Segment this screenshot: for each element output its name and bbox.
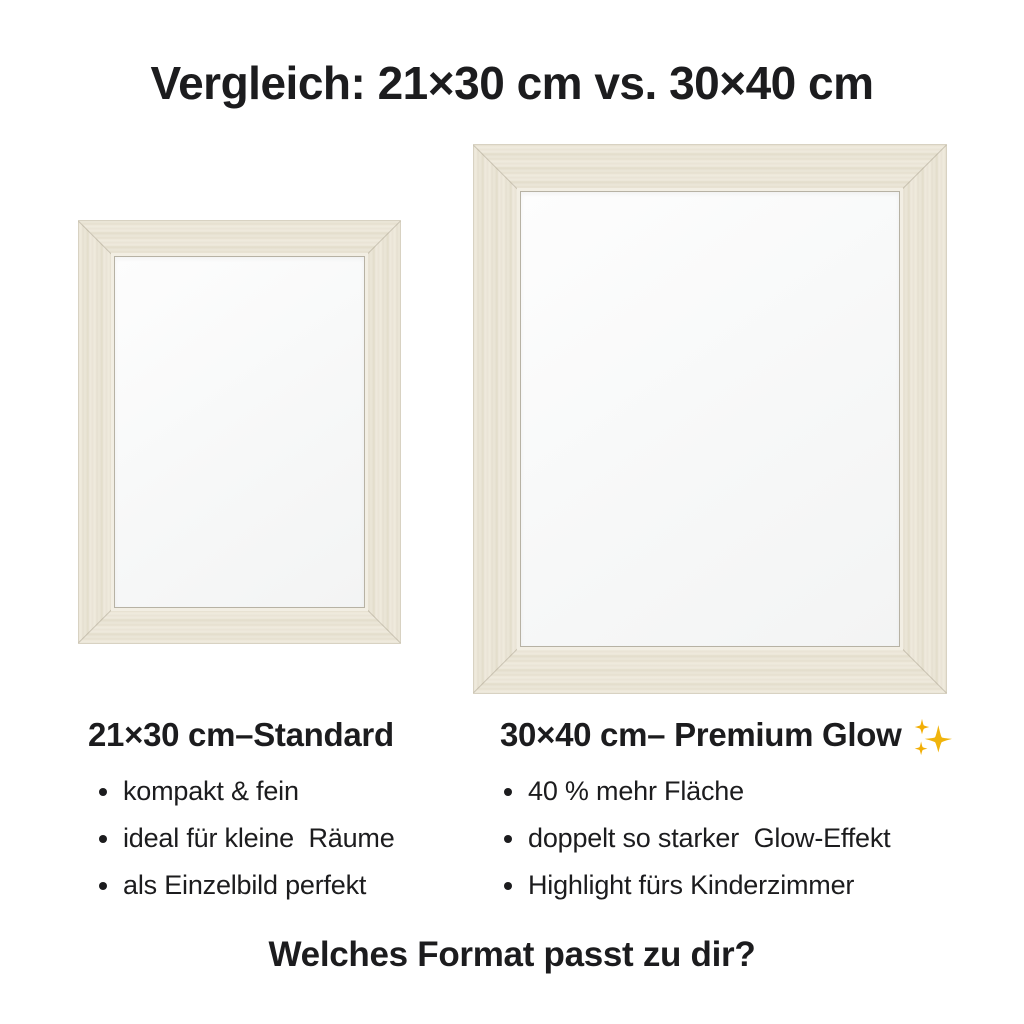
frame-rail-bottom <box>79 608 400 643</box>
list-item: doppelt so starker Glow-Effekt <box>503 815 980 862</box>
frame-rail-bottom <box>474 647 946 693</box>
column-heading-premium <box>500 714 980 756</box>
list-item: ideal für kleine Räume <box>98 815 468 862</box>
list-item: als Einzelbild perfekt <box>98 862 468 909</box>
frame-glass-21x30 <box>114 256 365 608</box>
frame-rail-right <box>900 145 946 693</box>
frame-rail-top <box>79 221 400 256</box>
heading-text: 30×40 cm– Premium Glow <box>500 716 902 753</box>
list-item: 40 % mehr Fläche <box>503 768 980 815</box>
picture-frame-21x30 <box>79 221 400 643</box>
heading-text: 21×30 cm–Standard <box>88 716 394 753</box>
footer-question: Welches Format passt zu dir? <box>268 935 756 974</box>
frame-rail-left <box>474 145 520 693</box>
list-item: Highlight fürs Kinderzimmer <box>503 862 980 909</box>
column-premium-30x40 <box>500 714 980 909</box>
sparkles-icon <box>912 717 952 757</box>
feature-list-premium <box>503 768 980 909</box>
column-heading-standard <box>88 714 468 756</box>
frame-glass-30x40 <box>520 191 900 647</box>
feature-list-standard <box>98 768 468 909</box>
frame-rail-right <box>365 221 400 643</box>
page-title: Vergleich: 21×30 cm vs. 30×40 cm <box>150 57 874 109</box>
list-item: kompakt & fein <box>98 768 468 815</box>
frame-rail-left <box>79 221 114 643</box>
column-standard-21x30 <box>88 714 468 909</box>
picture-frame-30x40 <box>474 145 946 693</box>
frame-rail-top <box>474 145 946 191</box>
